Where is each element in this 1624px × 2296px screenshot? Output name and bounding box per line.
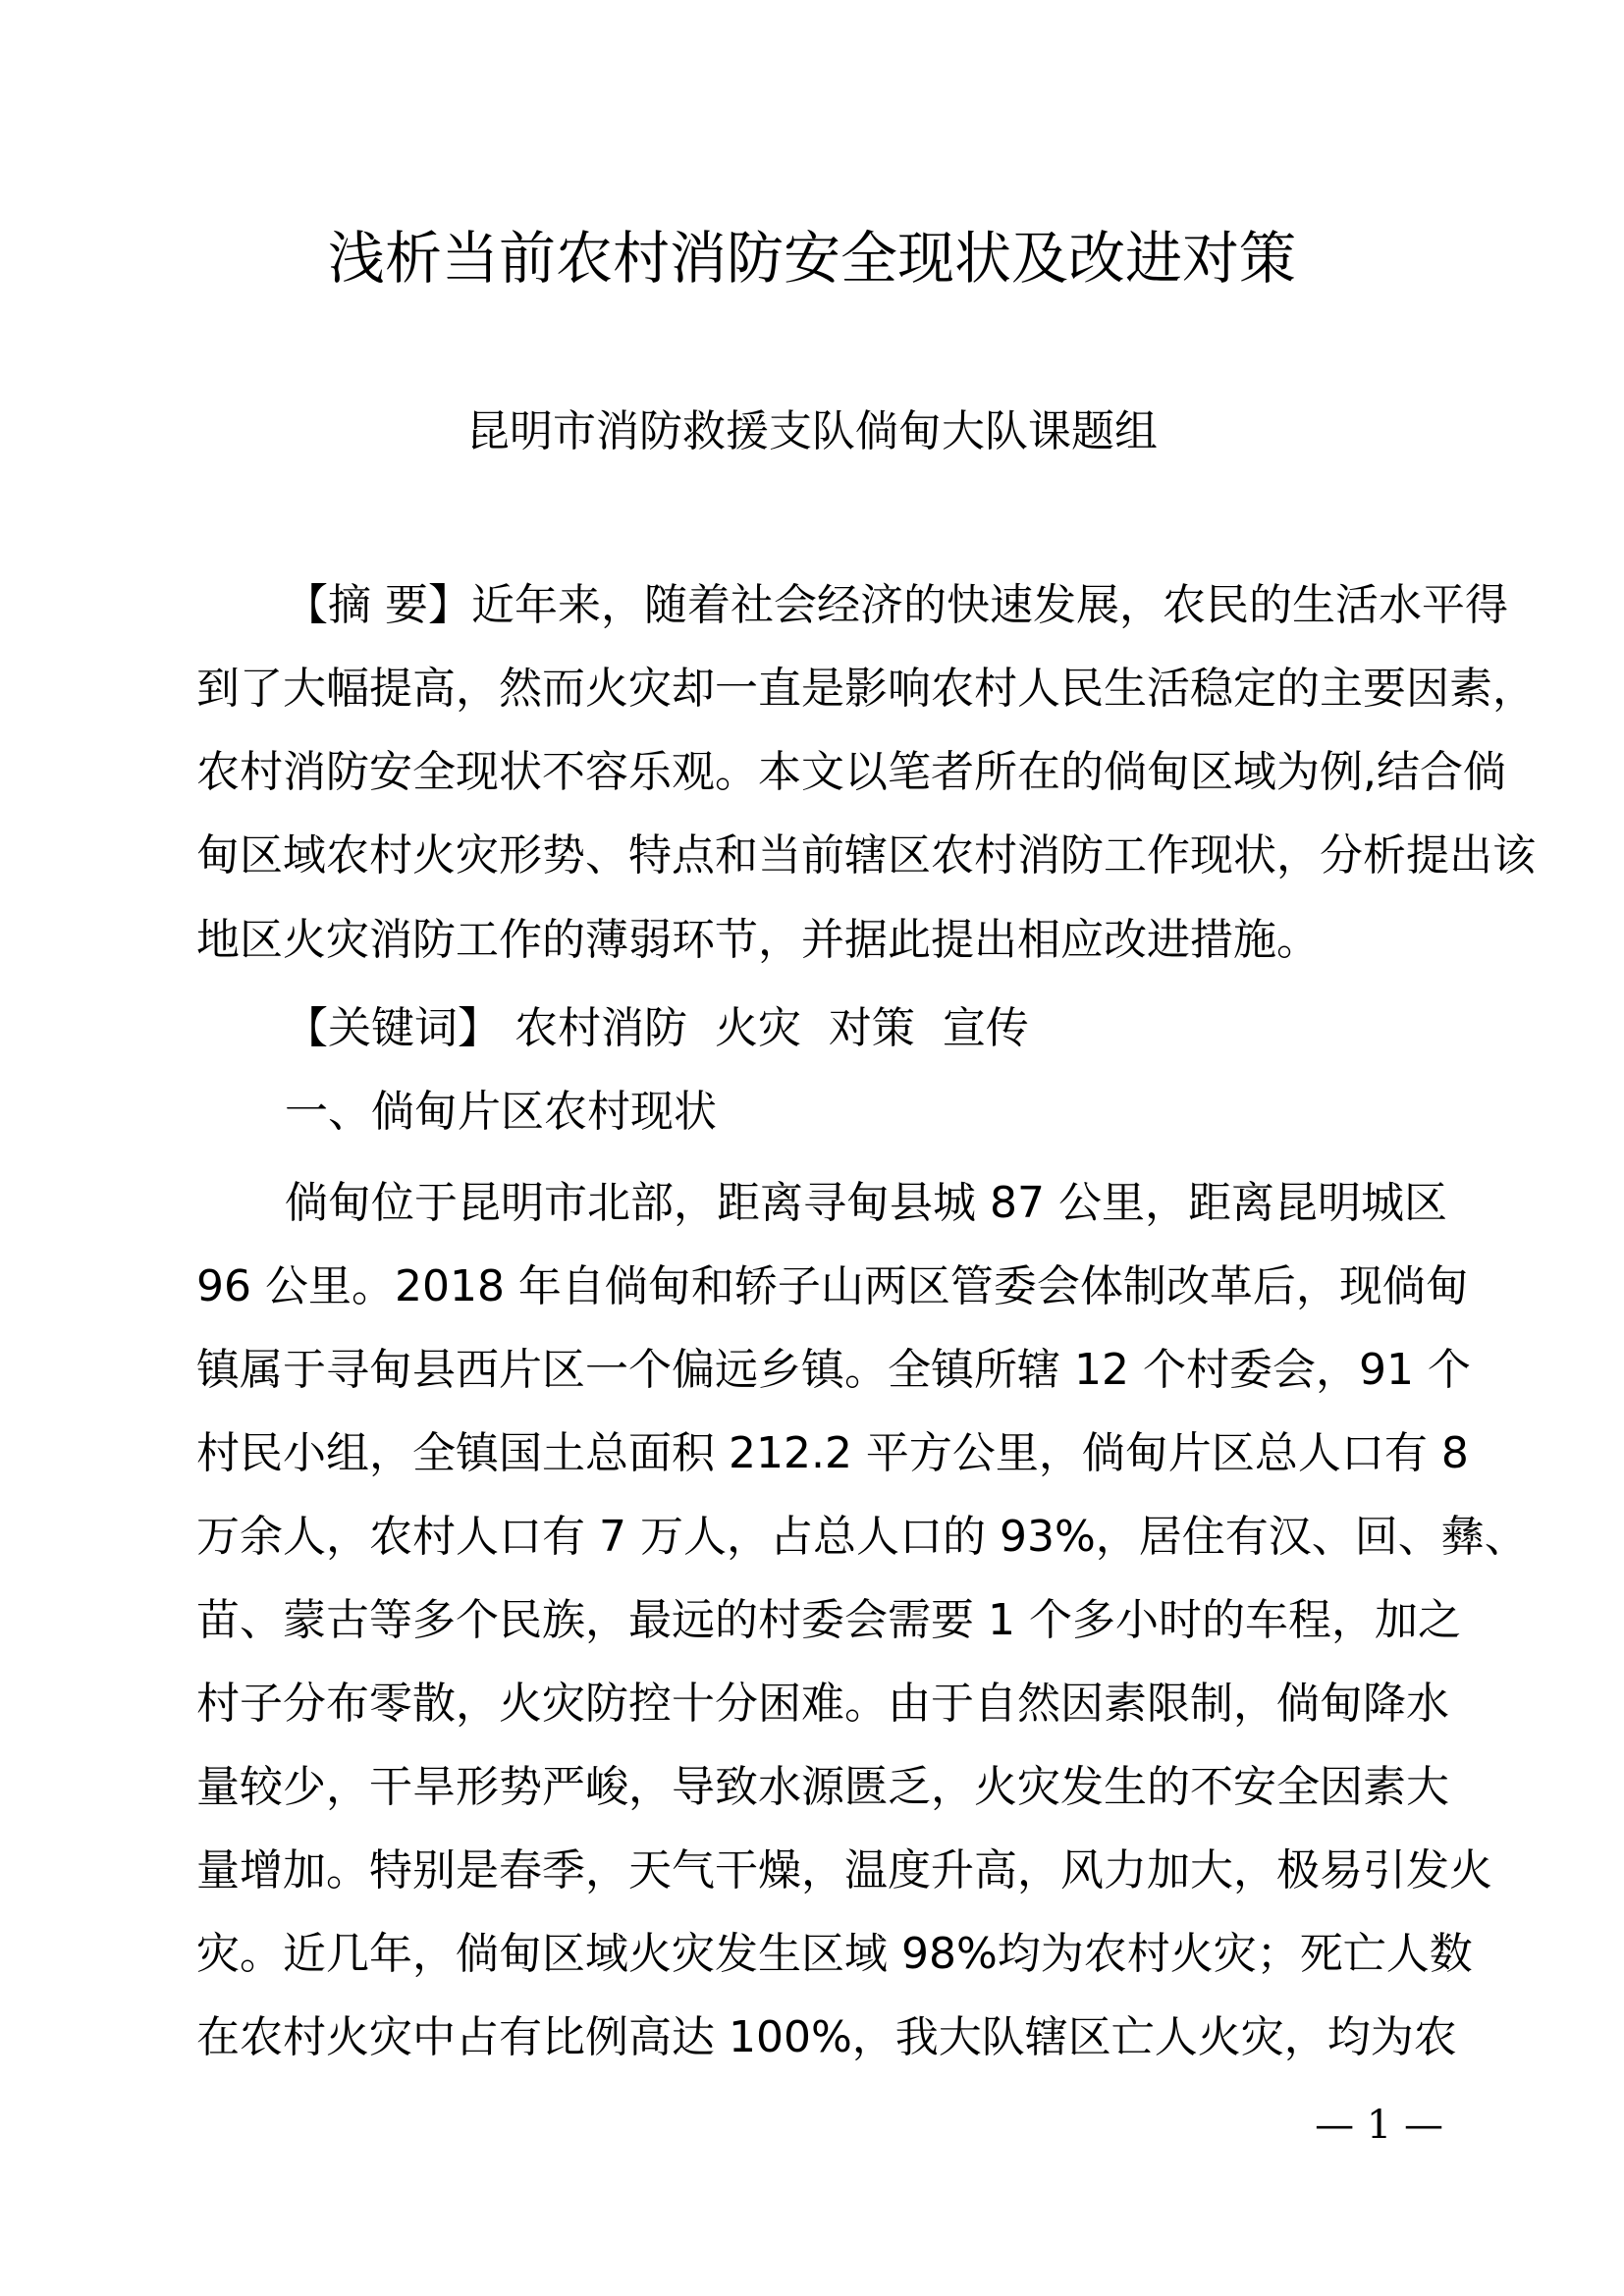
abstract-line: 【摘 要】近年来，随着社会经济的快速发展，农民的生活水平得 (285, 580, 1508, 630)
paragraph-line: 量较少，干旱形势严峻，导致水源匮乏，火灾发生的不安全因素大 (196, 1762, 1449, 1812)
paragraph-line: 灾。近几年，倘甸区域火灾发生区域 98%均为农村火灾；死亡人数 (196, 1929, 1473, 1979)
abstract-line: 地区火灾消防工作的薄弱环节，并据此提出相应改进措施。 (196, 915, 1320, 965)
paragraph-line: 村子分布零散，火灾防控十分困难。由于自然因素限制，倘甸降水 (196, 1679, 1449, 1729)
document-title: 浅析当前农村消防安全现状及改进对策 (327, 225, 1296, 292)
document-author: 昆明市消防救援支队倘甸大队课题组 (466, 406, 1158, 456)
keywords: 【关键词】 农村消防 火灾 对策 宣传 (285, 1003, 1029, 1053)
paragraph-line: 倘甸位于昆明市北部，距离寻甸县城 87 公里，距离昆明城区 (285, 1178, 1447, 1228)
paragraph-line: 村民小组，全镇国土总面积 212.2 平方公里，倘甸片区总人口有 8 (196, 1428, 1469, 1478)
abstract-line: 到了大幅提高，然而火灾却一直是影响农村人民生活稳定的主要因素， (196, 664, 1536, 714)
paragraph-line: 万余人，农村人口有 7 万人，占总人口的 93%，居住有汉、回、彝、 (196, 1512, 1528, 1562)
paragraph-line: 镇属于寻甸县西片区一个偏远乡镇。全镇所辖 12 个村委会，91 个 (196, 1345, 1471, 1395)
page-number: — 1 — (1315, 2103, 1443, 2148)
section-heading: 一、倘甸片区农村现状 (285, 1087, 717, 1137)
abstract-line: 甸区域农村火灾形势、特点和当前辖区农村消防工作现状，分析提出该 (196, 830, 1536, 881)
paragraph-line: 苗、蒙古等多个民族，最远的村委会需要 1 个多小时的车程，加之 (196, 1595, 1461, 1645)
paragraph-line: 在农村火灾中占有比例高达 100%，我大队辖区亡人火灾，均为农 (196, 2012, 1457, 2062)
abstract-line: 农村消防安全现状不容乐观。本文以笔者所在的倘甸区域为例,结合倘 (196, 747, 1506, 797)
paragraph-line: 量增加。特别是春季，天气干燥，温度升高，风力加大，极易引发火 (196, 1845, 1492, 1896)
paragraph-line: 96 公里。2018 年自倘甸和轿子山两区管委会体制改革后，现倘甸 (196, 1261, 1469, 1311)
